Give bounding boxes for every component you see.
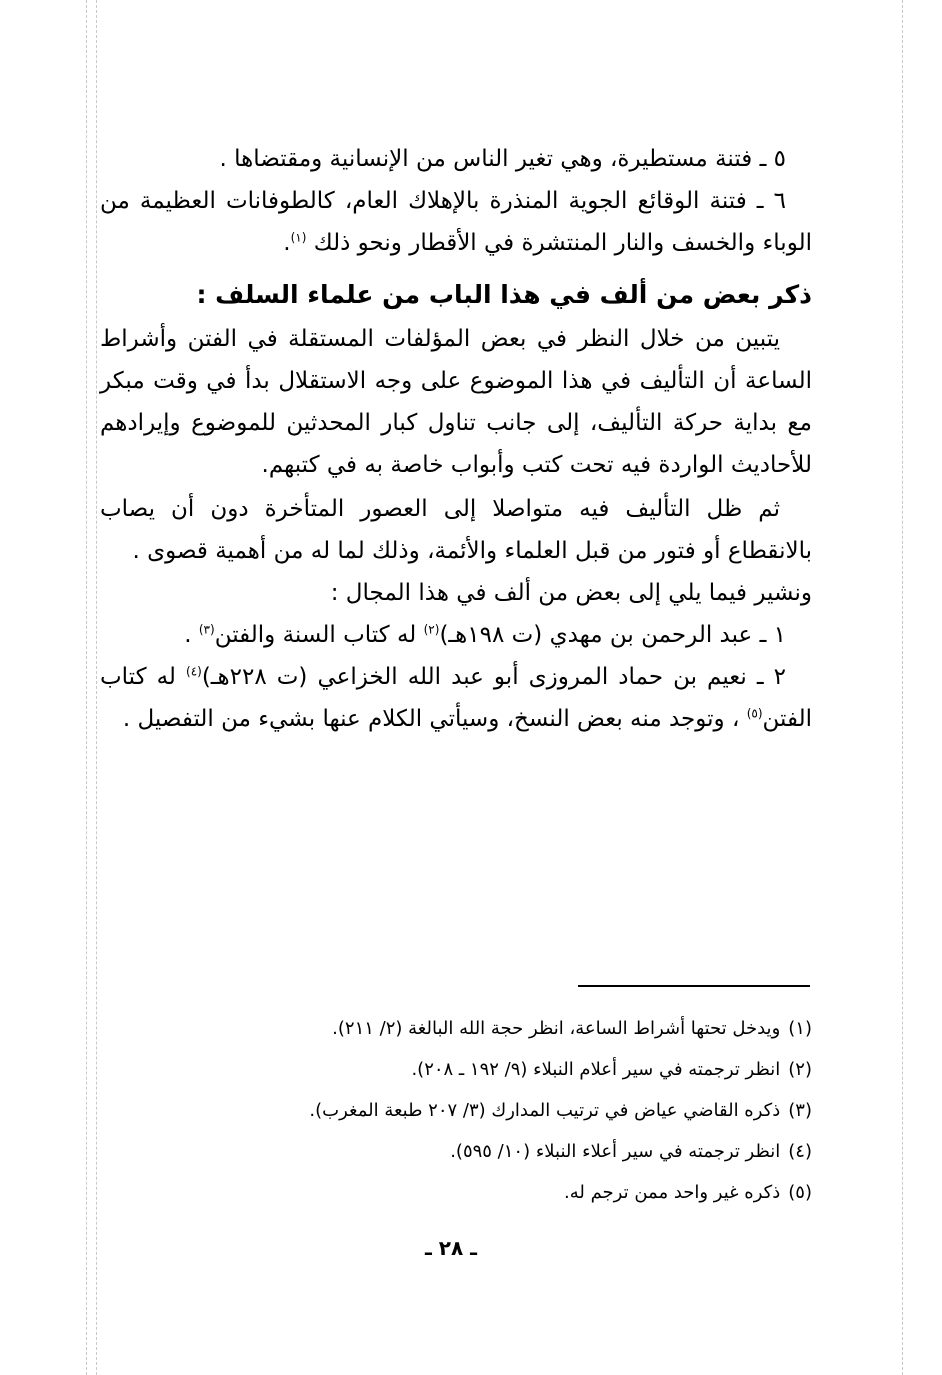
- item-text: له كتاب الفتن: [100, 664, 812, 732]
- section-heading: ذكر بعض من ألف في هذا الباب من علماء السلف :: [196, 280, 812, 309]
- footnote-ref: (٤): [186, 664, 202, 679]
- footnote: [100, 1131, 812, 1172]
- footnote-text: انظر ترجمته في سير أعلام النبلاء (٩/ ١٩٢ ـ ٢٠٨).: [411, 1059, 781, 1080]
- paragraph-end: .: [283, 230, 291, 256]
- footnotes: [100, 1008, 812, 1213]
- list-item-1: [100, 614, 812, 656]
- footnote-text: ذكره القاضي عياض في ترتيب المدارك (٣/ ٢٠٧ طبعة المغرب).: [309, 1100, 781, 1121]
- footnote-number: (١): [788, 1018, 812, 1039]
- paragraph-item-5: ٥ ـ فتنة مستطيرة، وهي تغير الناس من الإنسانية ومقتضاها .: [219, 146, 786, 172]
- footnote: [100, 1008, 812, 1049]
- footnote-ref: (٣): [198, 622, 215, 637]
- paragraph-continued: ثم ظل التأليف فيه متواصلا إلى العصور المتأخرة دون أن يصاب بالانقطاع أو فتور من قبل العلماء والأئمة، وذلك لما له من أهمية قصوى .: [100, 496, 812, 564]
- paragraph-text: ٦ ـ فتنة الوقائع الجوية المنذرة بالإهلاك العام، كالطوفانات العظيمة من الوباء والخسف والنار المنتشرة في الأقطار ونحو ذلك: [100, 188, 812, 256]
- item-text: ١ ـ عبد الرحمن بن مهدي (ت ١٩٨هـ): [439, 622, 786, 648]
- footnote-number: (٢): [788, 1059, 812, 1080]
- list-item-2: [100, 656, 812, 740]
- footnote-text: انظر ترجمته في سير أعلاء النبلاء (١٠/ ٥٩٥).: [450, 1141, 781, 1162]
- main-text: [100, 138, 812, 740]
- scan-edge-line: [86, 0, 87, 1375]
- footnote-number: (٣): [788, 1100, 812, 1121]
- paragraph-item-6: [100, 180, 812, 264]
- footnote-text: ذكره غير واحد ممن ترجم له.: [564, 1182, 781, 1203]
- scan-edge-line: [902, 0, 903, 1375]
- footnote-text: ويدخل تحتها أشراط الساعة، انظر حجة الله البالغة (٢/ ٢١١).: [332, 1018, 781, 1039]
- page-number: ـ ٢٨ ـ: [424, 1236, 478, 1260]
- paragraph-pointer: ونشير فيما يلي إلى بعض من ألف في هذا المجال :: [330, 580, 812, 606]
- footnote-ref: (١): [290, 230, 307, 245]
- footnote: [100, 1049, 812, 1090]
- footnote-number: (٤): [788, 1141, 812, 1162]
- footnote: [100, 1172, 812, 1213]
- footnote-divider: [578, 985, 810, 987]
- item-text: ، وتوجد منه بعض النسخ، وسيأتي الكلام عنها بشيء من التفصيل .: [122, 706, 747, 732]
- footnote: [100, 1090, 812, 1131]
- scan-edge-line: [96, 0, 97, 1375]
- footnote-ref: (٢): [423, 622, 440, 637]
- paragraph-intro: يتبين من خلال النظر في بعض المؤلفات المستقلة في الفتن وأشراط الساعة أن التأليف في هذا الموضوع على وجه الاستقلال بدأ في وقت مبكر مع بداية حركة التأليف، إلى جانب تناول كبار المحدثين للموضوع وإيرادهم للأحاديث الواردة فيه تحت كتب وأبواب خاصة به في كتبهم.: [100, 326, 812, 478]
- footnote-number: (٥): [788, 1182, 812, 1203]
- item-text: له كتاب السنة والفتن: [214, 622, 424, 648]
- item-text: ٢ ـ نعيم بن حماد المروزى أبو عبد الله الخزاعي (ت ٢٢٨هـ): [201, 664, 787, 690]
- footnote-ref: (٥): [746, 706, 763, 721]
- item-text: .: [184, 622, 199, 648]
